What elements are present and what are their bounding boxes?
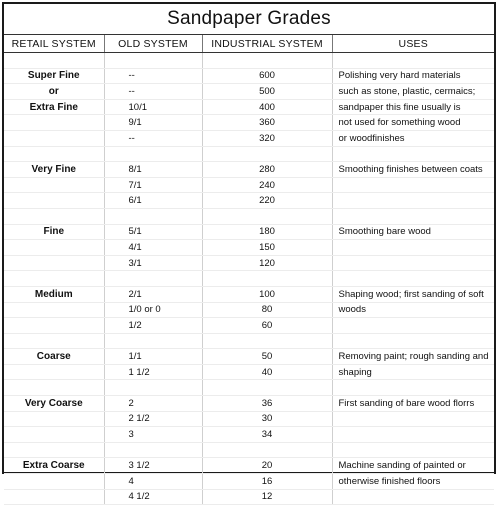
industrial-system-cell bbox=[202, 53, 332, 69]
industrial-system-cell bbox=[202, 333, 332, 349]
table-row bbox=[4, 380, 494, 396]
table-row bbox=[4, 271, 494, 287]
table-row bbox=[4, 99, 494, 115]
old-system-cell: 3 bbox=[104, 427, 202, 443]
table-body bbox=[4, 53, 494, 505]
uses-cell: sandpaper this fine usually is bbox=[332, 99, 494, 115]
table-row bbox=[4, 318, 494, 334]
uses-cell bbox=[332, 318, 494, 334]
uses-cell bbox=[332, 489, 494, 505]
uses-cell: Polishing very hard materials bbox=[332, 68, 494, 84]
industrial-system-cell: 280 bbox=[202, 162, 332, 178]
table-row bbox=[4, 115, 494, 131]
header-uses: USES bbox=[332, 35, 494, 53]
header-row bbox=[4, 35, 494, 53]
uses-cell bbox=[332, 411, 494, 427]
uses-cell: Removing paint; rough sanding and bbox=[332, 349, 494, 365]
old-system-cell: 2/1 bbox=[104, 286, 202, 302]
table-row bbox=[4, 411, 494, 427]
old-system-cell bbox=[104, 442, 202, 458]
industrial-system-cell bbox=[202, 271, 332, 287]
retail-system-cell bbox=[4, 474, 104, 490]
uses-cell: Smoothing finishes between coats bbox=[332, 162, 494, 178]
retail-system-cell bbox=[4, 255, 104, 271]
retail-system-cell bbox=[4, 130, 104, 146]
retail-system-cell bbox=[4, 302, 104, 318]
industrial-system-cell: 80 bbox=[202, 302, 332, 318]
industrial-system-cell: 34 bbox=[202, 427, 332, 443]
table-row bbox=[4, 240, 494, 256]
uses-cell: not used for something wood bbox=[332, 115, 494, 131]
uses-cell: otherwise finished floors bbox=[332, 474, 494, 490]
table-row bbox=[4, 224, 494, 240]
header-retail-system: RETAIL SYSTEM bbox=[4, 35, 104, 53]
old-system-cell: -- bbox=[104, 130, 202, 146]
old-system-cell: 2 1/2 bbox=[104, 411, 202, 427]
old-system-cell: 4/1 bbox=[104, 240, 202, 256]
uses-cell: shaping bbox=[332, 364, 494, 380]
industrial-system-cell: 360 bbox=[202, 115, 332, 131]
retail-system-cell bbox=[4, 271, 104, 287]
uses-cell bbox=[332, 193, 494, 209]
industrial-system-cell bbox=[202, 380, 332, 396]
retail-system-cell bbox=[4, 193, 104, 209]
uses-cell bbox=[332, 177, 494, 193]
old-system-cell: 7/1 bbox=[104, 177, 202, 193]
old-system-cell: 4 bbox=[104, 474, 202, 490]
old-system-cell: 2 bbox=[104, 396, 202, 412]
uses-cell: such as stone, plastic, cermaics; bbox=[332, 84, 494, 100]
uses-cell bbox=[332, 427, 494, 443]
industrial-system-cell: 50 bbox=[202, 349, 332, 365]
industrial-system-cell: 100 bbox=[202, 286, 332, 302]
uses-cell bbox=[332, 442, 494, 458]
industrial-system-cell: 16 bbox=[202, 474, 332, 490]
industrial-system-cell: 30 bbox=[202, 411, 332, 427]
retail-system-cell bbox=[4, 489, 104, 505]
table-row bbox=[4, 208, 494, 224]
table-row bbox=[4, 53, 494, 69]
retail-system-cell: Medium bbox=[4, 286, 104, 302]
uses-cell: or woodfinishes bbox=[332, 130, 494, 146]
old-system-cell: 8/1 bbox=[104, 162, 202, 178]
header-industrial-system: INDUSTRIAL SYSTEM bbox=[202, 35, 332, 53]
old-system-cell: 6/1 bbox=[104, 193, 202, 209]
old-system-cell bbox=[104, 333, 202, 349]
industrial-system-cell: 12 bbox=[202, 489, 332, 505]
industrial-system-cell: 400 bbox=[202, 99, 332, 115]
old-system-cell: 1/1 bbox=[104, 349, 202, 365]
old-system-cell: 3/1 bbox=[104, 255, 202, 271]
retail-system-cell bbox=[4, 146, 104, 162]
old-system-cell: 4 1/2 bbox=[104, 489, 202, 505]
table-row bbox=[4, 193, 494, 209]
old-system-cell bbox=[104, 380, 202, 396]
old-system-cell: 10/1 bbox=[104, 99, 202, 115]
table-row bbox=[4, 396, 494, 412]
retail-system-cell: Very Coarse bbox=[4, 396, 104, 412]
industrial-system-cell: 500 bbox=[202, 84, 332, 100]
uses-cell bbox=[332, 255, 494, 271]
industrial-system-cell: 60 bbox=[202, 318, 332, 334]
retail-system-cell bbox=[4, 442, 104, 458]
table-row bbox=[4, 442, 494, 458]
table-row bbox=[4, 68, 494, 84]
table-row bbox=[4, 333, 494, 349]
old-system-cell bbox=[104, 53, 202, 69]
table-row bbox=[4, 458, 494, 474]
industrial-system-cell: 120 bbox=[202, 255, 332, 271]
uses-cell bbox=[332, 333, 494, 349]
uses-cell: woods bbox=[332, 302, 494, 318]
table-row bbox=[4, 427, 494, 443]
retail-system-cell: Very Fine bbox=[4, 162, 104, 178]
industrial-system-cell: 150 bbox=[202, 240, 332, 256]
uses-cell bbox=[332, 146, 494, 162]
retail-system-cell bbox=[4, 380, 104, 396]
retail-system-cell: Extra Coarse bbox=[4, 458, 104, 474]
uses-cell: First sanding of bare wood florrs bbox=[332, 396, 494, 412]
table-row bbox=[4, 302, 494, 318]
retail-system-cell bbox=[4, 427, 104, 443]
retail-system-cell: Coarse bbox=[4, 349, 104, 365]
uses-cell bbox=[332, 380, 494, 396]
industrial-system-cell: 600 bbox=[202, 68, 332, 84]
uses-cell bbox=[332, 240, 494, 256]
table-row bbox=[4, 177, 494, 193]
retail-system-cell: Fine bbox=[4, 224, 104, 240]
retail-system-cell bbox=[4, 333, 104, 349]
uses-cell bbox=[332, 271, 494, 287]
uses-cell bbox=[332, 208, 494, 224]
table-row bbox=[4, 364, 494, 380]
retail-system-cell bbox=[4, 411, 104, 427]
retail-system-cell bbox=[4, 53, 104, 69]
grades-table bbox=[4, 35, 494, 505]
retail-system-cell bbox=[4, 240, 104, 256]
retail-system-cell bbox=[4, 208, 104, 224]
old-system-cell: 1 1/2 bbox=[104, 364, 202, 380]
retail-system-cell bbox=[4, 115, 104, 131]
old-system-cell bbox=[104, 208, 202, 224]
old-system-cell: 1/2 bbox=[104, 318, 202, 334]
industrial-system-cell: 320 bbox=[202, 130, 332, 146]
uses-cell: Smoothing bare wood bbox=[332, 224, 494, 240]
table-row bbox=[4, 474, 494, 490]
table-row bbox=[4, 349, 494, 365]
old-system-cell: 5/1 bbox=[104, 224, 202, 240]
industrial-system-cell: 36 bbox=[202, 396, 332, 412]
industrial-system-cell: 20 bbox=[202, 458, 332, 474]
table-row bbox=[4, 255, 494, 271]
uses-cell bbox=[332, 53, 494, 69]
industrial-system-cell bbox=[202, 146, 332, 162]
uses-cell: Shaping wood; first sanding of soft bbox=[332, 286, 494, 302]
old-system-cell: 3 1/2 bbox=[104, 458, 202, 474]
page-title: Sandpaper Grades bbox=[4, 4, 494, 35]
sandpaper-grades-table-frame bbox=[2, 2, 496, 503]
industrial-system-cell: 180 bbox=[202, 224, 332, 240]
old-system-cell: 1/0 or 0 bbox=[104, 302, 202, 318]
old-system-cell: 9/1 bbox=[104, 115, 202, 131]
table-row bbox=[4, 130, 494, 146]
retail-system-cell: or bbox=[4, 84, 104, 100]
table-row bbox=[4, 84, 494, 100]
industrial-system-cell bbox=[202, 442, 332, 458]
industrial-system-cell: 240 bbox=[202, 177, 332, 193]
old-system-cell bbox=[104, 271, 202, 287]
retail-system-cell bbox=[4, 364, 104, 380]
header-old-system: OLD SYSTEM bbox=[104, 35, 202, 53]
retail-system-cell: Super Fine bbox=[4, 68, 104, 84]
retail-system-cell bbox=[4, 177, 104, 193]
old-system-cell: -- bbox=[104, 68, 202, 84]
table-row bbox=[4, 286, 494, 302]
industrial-system-cell: 220 bbox=[202, 193, 332, 209]
old-system-cell: -- bbox=[104, 84, 202, 100]
old-system-cell bbox=[104, 146, 202, 162]
table-row bbox=[4, 162, 494, 178]
retail-system-cell: Extra Fine bbox=[4, 99, 104, 115]
uses-cell: Machine sanding of painted or bbox=[332, 458, 494, 474]
retail-system-cell bbox=[4, 318, 104, 334]
industrial-system-cell bbox=[202, 208, 332, 224]
table-row bbox=[4, 489, 494, 505]
industrial-system-cell: 40 bbox=[202, 364, 332, 380]
table-row bbox=[4, 146, 494, 162]
